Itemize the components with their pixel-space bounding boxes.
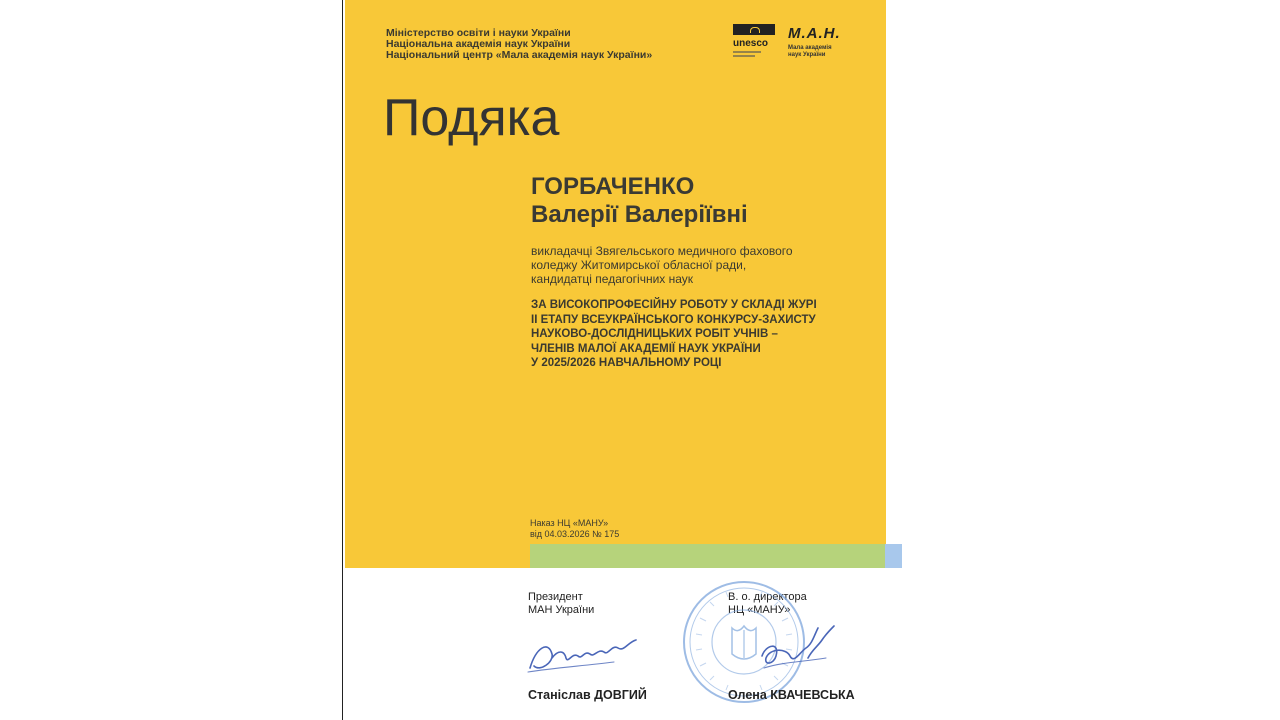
signatory-right-name: Олена КВАЧЕВСЬКА xyxy=(728,688,855,702)
issuing-organizations xyxy=(386,28,652,61)
reason-line: ІІ ЕТАПУ ВСЕУКРАЇНСЬКОГО КОНКУРСУ-ЗАХИСТУ xyxy=(531,313,816,326)
signatory-left-role xyxy=(528,591,594,617)
reason-line: ЧЛЕНІВ МАЛОЇ АКАДЕМІЇ НАУК УКРАЇНИ xyxy=(531,342,761,355)
reason-line: НАУКОВО-ДОСЛІДНИЦЬКИХ РОБІТ УЧНІВ – xyxy=(531,328,778,341)
organization-center: Національний центр «Мала академія наук України» xyxy=(386,49,653,61)
signatory-right-role-line-2: НЦ «МАНУ» xyxy=(728,604,791,616)
recipient-position xyxy=(531,244,793,286)
signatory-right-role-line-1: В. о. директора xyxy=(728,591,807,603)
organization-ministry: Міністерство освіти і науки України xyxy=(386,27,571,39)
reason-line: ЗА ВИСОКОПРОФЕСІЙНУ РОБОТУ У СКЛАДІ ЖУРІ xyxy=(531,299,817,311)
blue-strip xyxy=(885,544,902,568)
position-line: кандидатці педагогічних наук xyxy=(531,272,694,286)
reason-line: У 2025/2026 НАВЧАЛЬНОМУ РОЦІ xyxy=(531,357,722,370)
unesco-logo xyxy=(733,24,778,60)
green-strip xyxy=(530,544,885,568)
recipient-name xyxy=(531,173,748,229)
man-logo-text: М.А.Н. xyxy=(788,25,841,42)
signatory-left-role-line-1: Президент xyxy=(528,591,583,603)
unesco-fine-print xyxy=(733,51,761,53)
award-reason xyxy=(531,298,817,371)
unesco-fine-print-2 xyxy=(733,55,755,57)
man-logo-subtitle-line-1: Мала академія xyxy=(788,45,832,51)
unesco-logo-text: unesco xyxy=(733,38,769,49)
signature-right-icon xyxy=(752,618,838,682)
signature-left-icon xyxy=(522,628,642,678)
position-line: коледжу Житомирської обласної ради, xyxy=(531,258,747,272)
recipient-given-names: Валерії Валеріївні xyxy=(531,201,748,228)
man-logo-subtitle-line-2: наук України xyxy=(788,52,826,58)
signatory-left-role-line-2: МАН України xyxy=(528,604,595,616)
position-line: викладачці Звягельського медичного фахового xyxy=(531,244,793,258)
man-logo-subtitle xyxy=(788,45,841,59)
organization-academy: Національна академія наук України xyxy=(386,38,571,50)
signatory-left-name: Станіслав ДОВГИЙ xyxy=(528,688,647,702)
man-logo xyxy=(788,26,841,59)
certificate-title: Подяка xyxy=(383,89,560,147)
unesco-temple-icon xyxy=(733,24,775,35)
recipient-surname: ГОРБАЧЕНКО xyxy=(531,173,695,200)
order-date-number: від 04.03.2026 № 175 xyxy=(530,528,620,539)
order-reference xyxy=(530,518,619,539)
order-title: Наказ НЦ «МАНУ» xyxy=(530,518,609,528)
